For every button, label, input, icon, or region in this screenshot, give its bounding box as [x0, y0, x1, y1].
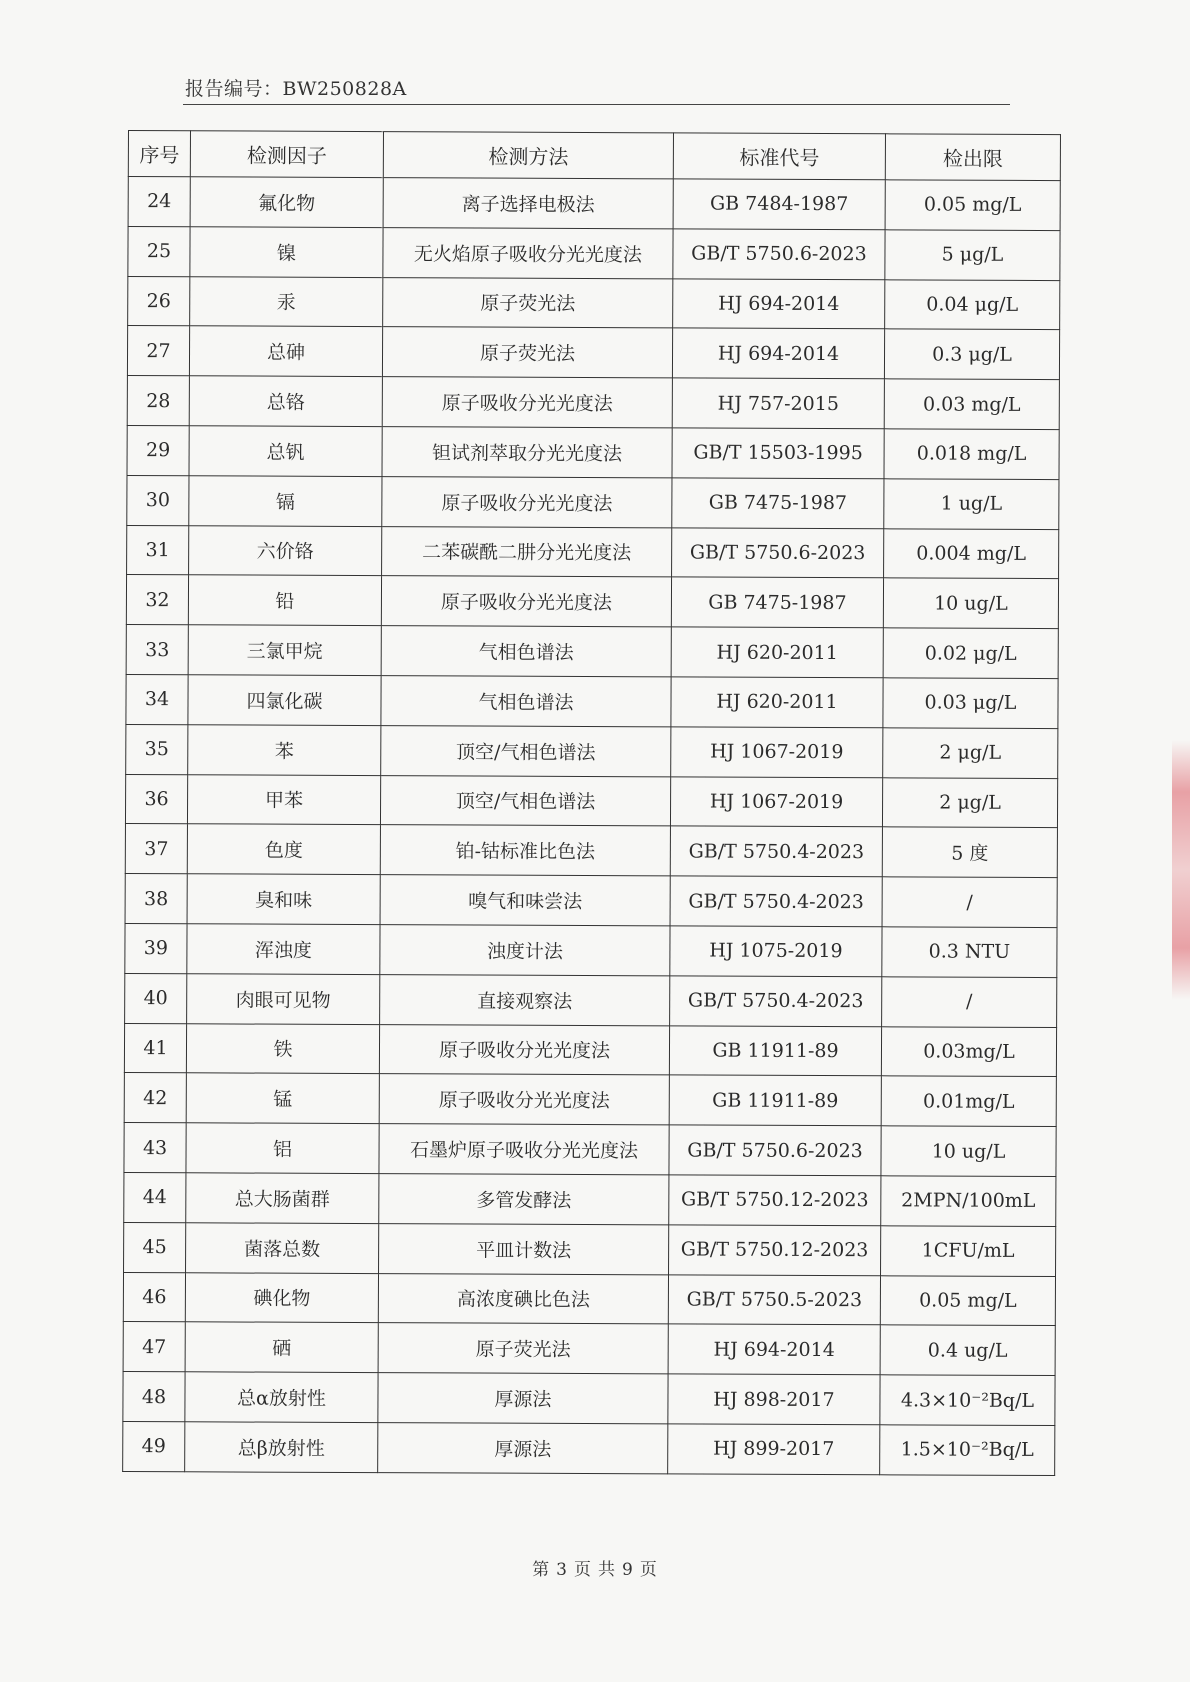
cell-factor: 总砷 [189, 326, 382, 377]
cell-no: 40 [125, 973, 187, 1023]
cell-limit: 0.05 mg/L [880, 1275, 1055, 1326]
cell-factor: 碘化物 [185, 1272, 378, 1323]
cell-limit: / [882, 977, 1057, 1028]
cell-limit: 0.04 μg/L [885, 279, 1060, 330]
cell-method: 高浓度碘比色法 [378, 1273, 668, 1324]
cell-limit: 0.3 μg/L [884, 329, 1059, 380]
cell-standard: HJ 1067-2019 [670, 776, 882, 827]
cell-standard: GB/T 5750.12-2023 [669, 1175, 881, 1226]
cell-standard: GB 7475-1987 [672, 478, 884, 529]
cell-limit: / [882, 877, 1057, 928]
cell-standard: HJ 694-2014 [668, 1324, 880, 1375]
cell-method: 原子吸收分光光度法 [379, 1074, 669, 1125]
cell-factor: 色度 [187, 824, 380, 875]
table-row [125, 973, 1057, 1027]
table-row [123, 1421, 1055, 1475]
cell-standard: HJ 694-2014 [672, 328, 884, 379]
cell-method: 原子吸收分光光度法 [381, 576, 671, 627]
cell-standard: GB/T 5750.6-2023 [672, 527, 884, 578]
cell-method: 厚源法 [378, 1423, 668, 1474]
cell-standard: GB 7475-1987 [671, 577, 883, 628]
cell-factor: 铁 [186, 1023, 379, 1074]
cell-method: 原子吸收分光光度法 [382, 476, 672, 527]
cell-no: 46 [123, 1272, 185, 1322]
cell-factor: 总β放射性 [185, 1422, 378, 1473]
table-row [126, 724, 1058, 778]
cell-limit: 10 ug/L [881, 1126, 1056, 1177]
table-row [127, 525, 1059, 579]
cell-no: 28 [127, 376, 189, 426]
cell-limit: 2MPN/100mL [881, 1176, 1056, 1227]
cell-limit: 0.4 ug/L [880, 1325, 1055, 1376]
cell-method: 铂-钴标准比色法 [380, 825, 670, 876]
cell-method: 顶空/气相色谱法 [380, 775, 670, 826]
cell-factor: 肉眼可见物 [187, 974, 380, 1025]
cell-method: 直接观察法 [380, 974, 670, 1025]
cell-limit: 5 μg/L [885, 230, 1060, 281]
cell-standard: GB 7484-1987 [673, 179, 885, 230]
table-row [128, 276, 1060, 330]
cell-factor: 铝 [186, 1123, 379, 1174]
cell-standard: HJ 1067-2019 [671, 727, 883, 778]
cell-factor: 臭和味 [187, 874, 380, 925]
cell-factor: 镉 [189, 476, 382, 527]
cell-standard: GB 11911-89 [669, 1075, 881, 1126]
cell-method: 顶空/气相色谱法 [381, 725, 671, 776]
report-number-label: 报告编号： [185, 78, 283, 100]
cell-factor: 硒 [185, 1322, 378, 1373]
cell-limit: 1.5×10⁻²Bq/L [880, 1425, 1055, 1476]
cell-factor: 三氯甲烷 [188, 625, 381, 676]
cell-limit: 0.03 mg/L [884, 379, 1059, 430]
footer-total-pages: 9 [622, 1560, 634, 1580]
footer-total-unit: 页 [639, 1560, 658, 1580]
cell-no: 37 [125, 824, 187, 874]
table-row [124, 1123, 1056, 1177]
red-seal-stamp-edge [1172, 740, 1190, 1000]
cell-factor: 六价铬 [189, 525, 382, 576]
table-row [125, 774, 1057, 828]
table-row [126, 575, 1058, 629]
cell-method: 多管发酵法 [379, 1174, 669, 1225]
cell-method: 原子荧光法 [378, 1323, 668, 1374]
header-limit: 检出限 [885, 134, 1060, 181]
table-row [126, 625, 1058, 679]
cell-standard: HJ 1075-2019 [670, 926, 882, 977]
table-row [127, 475, 1059, 529]
footer-page-number: 3 [556, 1560, 568, 1580]
header-no: 序号 [128, 131, 190, 177]
cell-no: 33 [126, 625, 188, 675]
cell-standard: HJ 898-2017 [668, 1374, 880, 1425]
cell-factor: 氟化物 [190, 177, 383, 228]
cell-standard: GB/T 5750.4-2023 [670, 976, 882, 1027]
cell-factor: 总铬 [189, 376, 382, 427]
table-row [124, 1073, 1056, 1127]
cell-factor: 总α放射性 [185, 1372, 378, 1423]
cell-factor: 镍 [190, 227, 383, 278]
cell-factor: 苯 [188, 725, 381, 776]
cell-method: 原子荧光法 [383, 277, 673, 328]
cell-no: 35 [126, 724, 188, 774]
cell-method: 石墨炉原子吸收分光光度法 [379, 1124, 669, 1175]
detection-table [122, 130, 1061, 1476]
cell-standard: GB/T 5750.12-2023 [669, 1225, 881, 1276]
cell-limit: 2 μg/L [882, 777, 1057, 828]
cell-method: 原子吸收分光光度法 [379, 1024, 669, 1075]
table-row [123, 1372, 1055, 1426]
cell-no: 27 [127, 326, 189, 376]
cell-no: 39 [125, 923, 187, 973]
cell-method: 离子选择电极法 [383, 178, 673, 229]
cell-no: 36 [125, 774, 187, 824]
cell-no: 48 [123, 1372, 185, 1422]
table-body [123, 177, 1061, 1476]
cell-no: 29 [127, 425, 189, 475]
cell-method: 浊度计法 [380, 925, 670, 976]
table-row [125, 874, 1057, 928]
table-row [126, 674, 1058, 728]
cell-limit: 0.004 mg/L [884, 528, 1059, 579]
cell-no: 32 [126, 575, 188, 625]
table-header-row [128, 131, 1060, 181]
cell-method: 原子荧光法 [382, 327, 672, 378]
cell-no: 38 [125, 874, 187, 924]
cell-standard: GB/T 5750.4-2023 [670, 826, 882, 877]
report-number-value: BW250828A [282, 78, 407, 100]
cell-limit: 0.01mg/L [881, 1076, 1056, 1127]
cell-method: 厚源法 [378, 1373, 668, 1424]
cell-limit: 5 度 [882, 827, 1057, 878]
table-row [124, 1172, 1056, 1226]
cell-standard: GB/T 5750.6-2023 [673, 229, 885, 280]
cell-no: 49 [123, 1421, 185, 1471]
table-row [124, 1222, 1056, 1276]
table-row [128, 177, 1060, 231]
cell-standard: HJ 899-2017 [668, 1424, 880, 1475]
table-row [123, 1272, 1055, 1326]
cell-standard: HJ 620-2011 [671, 677, 883, 728]
table-row [125, 824, 1057, 878]
table-row [127, 326, 1059, 380]
footer-page-unit: 页 [574, 1560, 592, 1580]
cell-standard: GB/T 5750.5-2023 [668, 1274, 880, 1325]
cell-factor: 四氯化碳 [188, 675, 381, 726]
cell-no: 34 [126, 674, 188, 724]
page-footer [0, 1555, 1190, 1580]
cell-limit: 0.05 mg/L [885, 180, 1060, 231]
cell-standard: GB/T 5750.4-2023 [670, 876, 882, 927]
cell-standard: GB 11911-89 [669, 1025, 881, 1076]
cell-method: 嗅气和味尝法 [380, 875, 670, 926]
cell-limit: 0.02 μg/L [883, 628, 1058, 679]
cell-limit: 10 ug/L [883, 578, 1058, 629]
table-row [127, 425, 1059, 479]
cell-method: 原子吸收分光光度法 [382, 377, 672, 428]
cell-method: 钽试剂萃取分光光度法 [382, 427, 672, 478]
header-method: 检测方法 [383, 132, 673, 179]
cell-no: 44 [124, 1172, 186, 1222]
header-factor: 检测因子 [190, 131, 383, 178]
cell-no: 24 [128, 177, 190, 227]
cell-no: 47 [123, 1322, 185, 1372]
header-divider [183, 104, 1010, 105]
header-standard: 标准代号 [673, 133, 885, 180]
footer-prefix: 第 [532, 1560, 551, 1580]
cell-method: 二苯碳酰二肼分光光度法 [382, 526, 672, 577]
cell-factor: 总钒 [189, 426, 382, 477]
cell-limit: 0.018 mg/L [884, 429, 1059, 480]
cell-factor: 浑浊度 [187, 924, 380, 975]
cell-factor: 锰 [186, 1073, 379, 1124]
cell-factor: 总大肠菌群 [186, 1173, 379, 1224]
cell-limit: 2 μg/L [883, 728, 1058, 779]
cell-no: 45 [124, 1222, 186, 1272]
cell-limit: 0.3 NTU [882, 927, 1057, 978]
table-row [127, 376, 1059, 430]
cell-no: 31 [127, 525, 189, 575]
cell-no: 42 [124, 1073, 186, 1123]
cell-factor: 铅 [188, 575, 381, 626]
cell-factor: 汞 [190, 276, 383, 327]
cell-limit: 1 ug/L [884, 479, 1059, 530]
table-row [124, 1023, 1056, 1077]
cell-method: 气相色谱法 [381, 626, 671, 677]
cell-method: 平皿计数法 [379, 1223, 669, 1274]
cell-method: 气相色谱法 [381, 676, 671, 727]
table-row [123, 1322, 1055, 1376]
cell-limit: 1CFU/mL [881, 1226, 1056, 1277]
cell-standard: HJ 757-2015 [672, 378, 884, 429]
cell-factor: 甲苯 [187, 774, 380, 825]
cell-factor: 菌落总数 [186, 1222, 379, 1273]
table-row [128, 226, 1060, 280]
cell-standard: GB/T 15503-1995 [672, 428, 884, 479]
cell-limit: 0.03 μg/L [883, 678, 1058, 729]
cell-no: 26 [128, 276, 190, 326]
footer-total-prefix: 共 [598, 1560, 616, 1580]
cell-no: 30 [127, 475, 189, 525]
table-row [125, 923, 1057, 977]
cell-standard: GB/T 5750.6-2023 [669, 1125, 881, 1176]
cell-standard: HJ 694-2014 [673, 278, 885, 329]
cell-limit: 0.03mg/L [881, 1026, 1056, 1077]
report-number-header [185, 74, 407, 101]
cell-no: 43 [124, 1123, 186, 1173]
cell-no: 25 [128, 226, 190, 276]
cell-no: 41 [124, 1023, 186, 1073]
cell-method: 无火焰原子吸收分光光度法 [383, 227, 673, 278]
cell-standard: HJ 620-2011 [671, 627, 883, 678]
cell-limit: 4.3×10⁻²Bq/L [880, 1375, 1055, 1426]
